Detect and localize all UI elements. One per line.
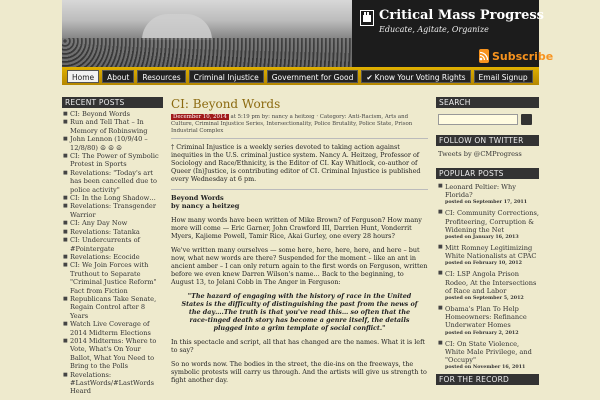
nav-voting-rights-label: Know Your Voting Rights [374, 72, 466, 82]
check-icon: ✔ [366, 72, 373, 82]
popular-post [436, 244, 539, 266]
popular-post [436, 305, 539, 336]
site-tagline: Educate, Agitate, Organize [379, 25, 489, 34]
popular-post-date: posted on September 17, 2011 [445, 199, 528, 206]
search-input[interactable] [438, 114, 518, 125]
recent-post-link[interactable]: ■ Revelations: #LastWords/#LastWords Heard [62, 371, 163, 396]
nav-resources[interactable]: Resources [137, 70, 185, 83]
nav-email-signup[interactable]: Email Signup [474, 70, 533, 83]
recent-posts-list [62, 110, 163, 396]
header-crowd-photo [62, 0, 352, 67]
popular-post-link[interactable]: ■ Mitt Romney Legitimizing White Nationalists at CPAC [445, 244, 537, 261]
popular-post-link[interactable]: ■ CI: LSP Angola Prison Rodeo, At the Intersections of Race and Labor [445, 270, 537, 295]
divider [171, 189, 428, 190]
popular-post [436, 183, 539, 205]
nav-criminal-injustice[interactable]: Criminal Injustice [189, 70, 264, 83]
post-meta-text: at 5:19 pm by: nancy a heitzeg · Category: Anti-Racism, Arts and Culture, Criminal Injustice Series, Intersectionality, Police Brutality, Police State, Prison Industrial Complex [171, 114, 413, 134]
nav-about[interactable]: About [102, 70, 134, 83]
recent-post-link[interactable]: ■ Revelations: Ecocide [62, 253, 163, 261]
search-form [438, 114, 539, 125]
post-paragraph: How many words have been written of Mike Brown? of Ferguson? How many more will come — Eric Garner, John Crawford III, Darrien Hunt, Vonderrit Myers, Kajieme Powell, Tamir Rice, Akai Gurley, one every 28 hours? [171, 216, 422, 240]
popular-posts-list [436, 183, 539, 370]
recent-post-link[interactable]: ■ John Lennon (10/9/40 – 12/8/80) ☮ ☮ ☮ [62, 135, 163, 152]
divider [171, 138, 428, 139]
site-header [62, 0, 554, 67]
post-subheading-title: Beyond Words [171, 194, 224, 202]
popular-post-date: posted on January 16, 2013 [445, 234, 519, 241]
recent-post-link[interactable]: ■ Run and Tell That – In Memory of Robinswing [62, 118, 163, 135]
post-meta [171, 114, 428, 135]
popular-post-link[interactable]: ■ CI: Community Corrections, Profiteering, Corruption & Widening the Net [445, 209, 539, 234]
subscribe-button[interactable] [479, 46, 554, 66]
search-title: SEARCH [436, 97, 539, 108]
post-content [171, 97, 428, 390]
recent-post-link[interactable]: ■ Revelations: Tatanka [62, 228, 163, 236]
post-subheading [171, 194, 428, 210]
recent-post-link[interactable]: ■ CI: Any Day Now [62, 219, 163, 227]
search-button[interactable] [521, 114, 532, 125]
popular-post [436, 270, 539, 301]
right-sidebar [436, 97, 539, 385]
site-title[interactable]: Critical Mass Progress [379, 8, 545, 23]
popular-post-date: posted on February 10, 2012 [445, 260, 522, 267]
recent-post-link[interactable]: ■ CI: The Power of Symbolic Protest in Sports [62, 152, 163, 169]
main-nav [62, 67, 539, 85]
post-title[interactable]: CI: Beyond Words [171, 97, 281, 111]
popular-post-date: posted on September 5, 2012 [445, 295, 524, 302]
recent-post-link[interactable]: ■ Revelations: "Today's art has been cancelled due to police activity" [62, 169, 163, 194]
follow-title: FOLLOW ON TWITTER [436, 135, 539, 146]
nav-government-for-good[interactable]: Government for Good [267, 70, 359, 83]
recent-post-link[interactable]: ■ 2014 Midterms: Where to Vote, What's On Your Ballot, What You Need to Bring to the Polls [62, 337, 163, 371]
recent-post-link[interactable]: ■ CI: In the Long Shadow… [62, 194, 163, 202]
nav-home[interactable]: Home [67, 70, 99, 83]
popular-post-link[interactable]: ■ Leonard Peltier: Why Florida? [445, 183, 516, 200]
crowd-texture [62, 38, 352, 67]
post-paragraph: So no words now. The bodies in the street, the die-ins on the freeways, the symbolic protests will carry us through. And the artists will give us strength to fight another day. [171, 360, 427, 384]
nav-voting-rights[interactable] [361, 70, 470, 83]
recent-post-link[interactable]: ■ CI: Beyond Words [62, 110, 163, 118]
popular-post-link[interactable]: ■ CI: On State Violence, White Male Privilege, and "Occupy" [445, 339, 532, 365]
recent-post-link[interactable]: ■ CI: Undercurrents of #Pointergate [62, 236, 163, 253]
post-byline: by nancy a heitzeg [171, 202, 240, 210]
post-paragraph: We've written many ourselves — some here, here, here, here, and here – but now, what new words are there? Suspended for the moment – like an ant in ancient amber – I can only return again to the first words on Ferguson, written before we even knew Darren Wilson's name… Back to the beginning, to August 13, to Jelani Cobb in The Anger in Ferguson: [171, 246, 428, 286]
popular-post [436, 209, 539, 240]
recent-post-link[interactable]: ■ CI: We Join Forces with Truthout to Separate "Criminal Justice Reform" Fact from Fiction [62, 261, 163, 295]
left-sidebar [62, 97, 163, 396]
post-intro: † Criminal Injustice is a weekly series devoted to taking action against inequities in the U.S. criminal justice system. Nancy A. Heitzeg, Professor of Sociology and Race/Ethnicity, is the Editor of CI. Kay Whitlock, co-author of Queer (In)Justice, is contributing editor of CI. Criminal Injustice is published every Wednesday at 6 pm. [171, 143, 421, 183]
recent-posts-title: RECENT POSTS [62, 97, 163, 108]
popular-post [436, 340, 539, 371]
rss-icon [479, 49, 489, 63]
site-logo[interactable] [360, 8, 545, 48]
fist-logo-icon [360, 10, 374, 26]
for-the-record-title: FOR THE RECORD [436, 374, 539, 385]
popular-post-date: posted on November 16, 2011 [445, 364, 526, 371]
post-blockquote: "The hazard of engaging with the history of race in the United States is the difficulty of distinguishing the past from the news of the day….The truth is that you've read this… so often that the race-tinged death story has become a genre itself, the details plugged into a grim template of social conflict." [181, 292, 418, 332]
twitter-link[interactable]: Tweets by @CMProgress [438, 150, 522, 158]
capitol-dome-shape [142, 14, 212, 40]
recent-post-link[interactable]: ■ Republicans Take Senate, Regain Control after 8 Years [62, 295, 163, 320]
popular-post-link[interactable]: ■ Obama's Plan To Help Homeowners: Refinance Underwater Homes [445, 305, 527, 330]
recent-post-link[interactable]: ■ Watch Live Coverage of 2014 Midterm Elections [62, 320, 163, 337]
recent-post-link[interactable]: ■ Revelations: Transgender Warrior [62, 202, 163, 219]
popular-posts-title: POPULAR POSTS [436, 168, 539, 179]
post-paragraph: In this spectacle and script, all that has changed are the names. What it is left to say? [171, 338, 425, 354]
popular-post-date: posted on February 2, 2012 [445, 329, 519, 336]
subscribe-label: Subscribe [492, 49, 554, 63]
post-date: December 10, 2014 [173, 114, 227, 120]
